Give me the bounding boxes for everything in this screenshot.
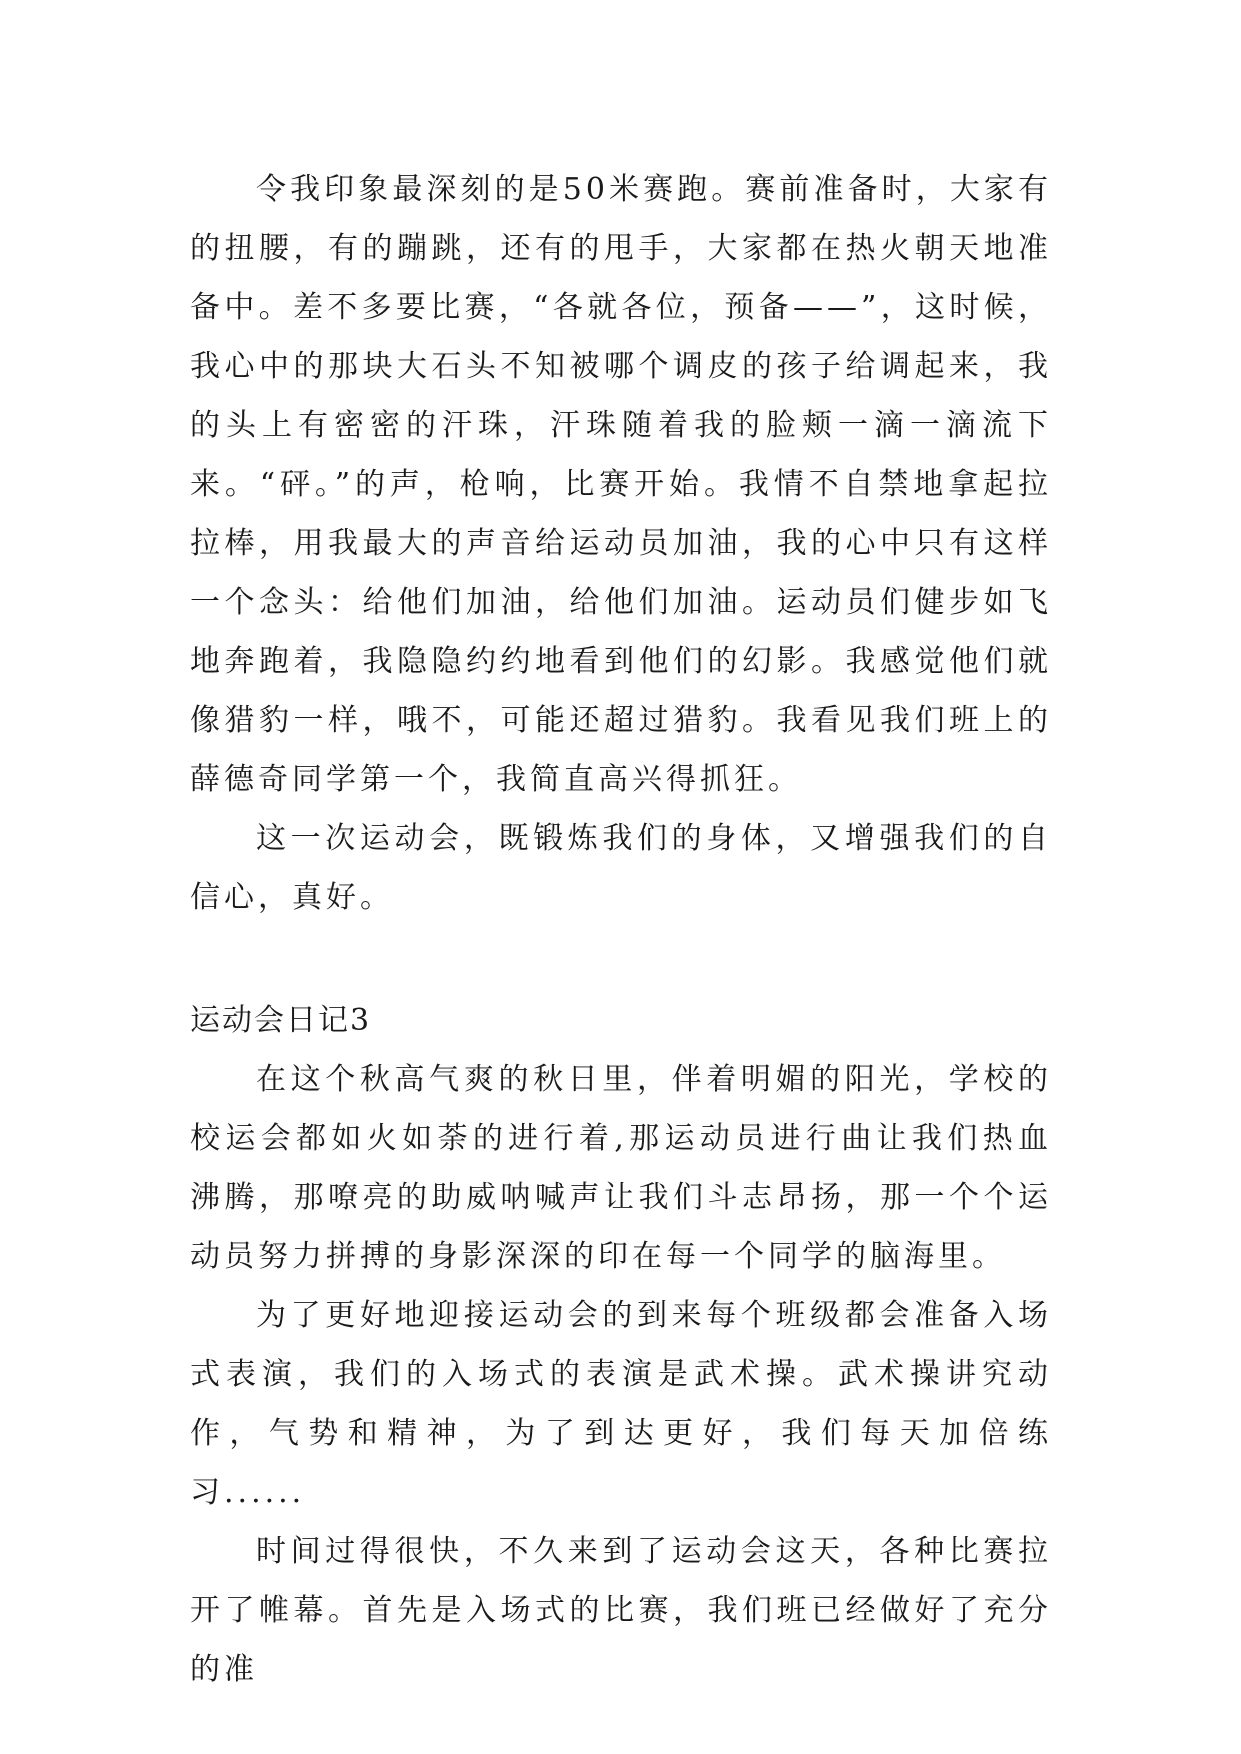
paragraph: 在这个秋高气爽的秋日里，伴着明媚的阳光，学校的校运会都如火如荼的进行着,那运动员进行曲让我们热血沸腾，那嘹亮的助威呐喊声让我们斗志昂扬，那一个个运动员努力拼搏的身影深深的印在每一个同学的脑海里。	[190, 1062, 1052, 1274]
section-title: 运动会日记3	[190, 1003, 372, 1038]
paragraph: 令我印象最深刻的是50米赛跑。赛前准备时，大家有的扭腰，有的蹦跳，还有的甩手，大家都在热火朝天地准备中。差不多要比赛，“各就各位，预备——”，这时候，我心中的那块大石头不知被哪个调皮的孩子给调起来，我的头上有密密的汗珠，汗珠随着我的脸颊一滴一滴流下来。“砰。”的声，枪响，比赛开始。我情不自禁地拿起拉拉棒，用我最大的声音给运动员加油，我的心中只有这样一个念头：给他们加油，给他们加油。运动员们健步如飞地奔跑着，我隐隐约约地看到他们的幻影。我感觉他们就像猎豹一样，哦不，可能还超过猎豹。我看见我们班上的薛德奇同学第一个，我简直高兴得抓狂。	[190, 172, 1052, 797]
paragraph: 这一次运动会，既锻炼我们的身体，又增强我们的自信心，真好。	[190, 821, 1052, 915]
document-body	[190, 160, 1052, 1699]
paragraph: 为了更好地迎接运动会的到来每个班级都会准备入场式表演，我们的入场式的表演是武术操。武术操讲究动作，气势和精神，为了到达更好，我们每天加倍练习......	[190, 1298, 1052, 1510]
paragraph: 时间过得很快，不久来到了运动会这天，各种比赛拉开了帷幕。首先是入场式的比赛，我们班已经做好了充分的准	[190, 1534, 1052, 1687]
